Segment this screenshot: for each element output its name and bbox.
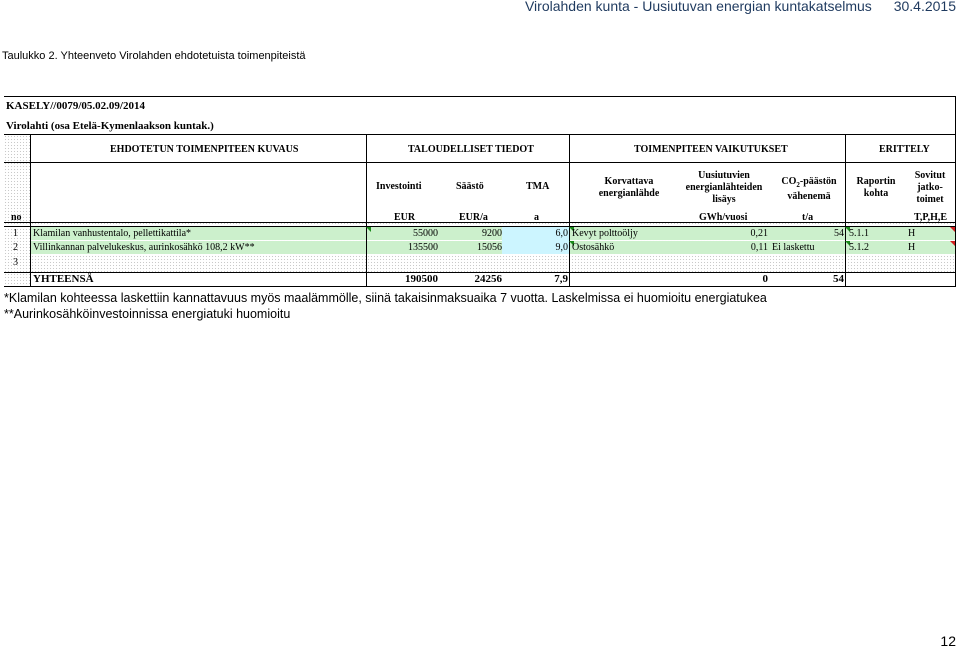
totals-investointi: 190500 [405, 273, 438, 285]
header-raportin-kohta: Raportin kohta [856, 176, 896, 199]
header-sovitut: Sovitut jatko-toimet [914, 170, 946, 205]
row-1-tma: 6,0 [555, 228, 568, 239]
row-3-no: 3 [13, 257, 18, 268]
unit-a: a [534, 212, 539, 223]
row-1-no: 1 [13, 228, 18, 239]
footnote-1: *Klamilan kohteessa laskettiin kannattavuus myös maalämmölle, siinä takaisinmaksuaika 7 vuotta. Laskelmissa ei huomioitu energiatukea [4, 291, 767, 305]
unit-eur: EUR [394, 212, 416, 223]
case-id: KASELY//0079/05.02.09/2014 [6, 100, 145, 112]
section-erittely: ERITTELY [879, 144, 930, 155]
header-co2: $CO_2$-päästön vähenemä [781, 176, 837, 202]
row-2-kohta: 5.1.2 [849, 242, 869, 253]
header-uusiutuvien: Uusiutuvien energianlähteiden lisäys [685, 170, 763, 205]
row-2-investointi: 135500 [408, 242, 438, 253]
row-2-korvattava: Ostosähkö [572, 242, 615, 253]
row-1-korvattava: Kevyt polttoöljy [572, 228, 638, 239]
row-2-co2: Ei laskettu [772, 242, 815, 253]
page-number: 12 [940, 633, 956, 649]
unit-tphe: T,P,H,E [914, 212, 948, 223]
page-header [525, 0, 956, 14]
row-1-uusiutuvat: 0,21 [750, 228, 768, 239]
row-2-desc: Villinkannan palvelukeskus, aurinkosähkö 108,2 kW** [33, 242, 255, 253]
document-title: Virolahden kunta - Uusiutuvan energian kuntakatselmus [524, 0, 872, 14]
footnote-2: **Aurinkosähköinvestoinnissa energiatuki huomioitu [4, 307, 291, 321]
header-tma: TMA [526, 181, 550, 192]
row-1-investointi: 55000 [413, 228, 438, 239]
row-1-kohta: 5.1.1 [849, 228, 869, 239]
document-date: 30.4.2015 [893, 0, 956, 14]
totals-label: YHTEENSÄ [33, 273, 94, 285]
unit-no: no [11, 212, 22, 223]
footnotes [4, 290, 767, 322]
row-2-tma: 9,0 [555, 242, 568, 253]
municipality-name: Virolahti (osa Etelä-Kymenlaakson kuntak.) [6, 120, 214, 132]
row-1-desc: Klamilan vanhustentalo, pellettikattila* [33, 228, 192, 239]
totals-saasto: 24256 [474, 273, 502, 285]
totals-tma: 7,9 [554, 273, 568, 285]
section-talous: TALOUDELLISET TIEDOT [408, 144, 534, 155]
table-caption: Taulukko 2. Yhteenveto Virolahden ehdotetuista toimenpiteistä [2, 50, 306, 62]
totals-co2: 54 [833, 273, 844, 285]
header-investointi: Investointi [376, 181, 422, 192]
row-1-co2: 54 [834, 228, 844, 239]
row-2-uusiutuvat: 0,11 [750, 242, 768, 253]
header-korvattava: Korvattava energianlähde [598, 176, 660, 199]
row-2-no: 2 [13, 242, 18, 253]
unit-eura: EUR/a [459, 212, 488, 223]
row-1-saasto: 9200 [482, 228, 502, 239]
section-kuvaus: EHDOTETUN TOIMENPITEEN KUVAUS [110, 144, 299, 155]
unit-ta: t/a [802, 212, 814, 223]
row-2-saasto: 15056 [477, 242, 502, 253]
summary-table [4, 96, 956, 286]
unit-gwh: GWh/vuosi [699, 212, 748, 223]
totals-uusiutuvat: 0 [762, 273, 768, 285]
header-saasto: Säästö [456, 181, 484, 192]
row-2-jatko: H [908, 242, 916, 253]
row-1-jatko: H [908, 228, 916, 239]
section-vaikutukset: TOIMENPITEEN VAIKUTUKSET [634, 144, 788, 155]
